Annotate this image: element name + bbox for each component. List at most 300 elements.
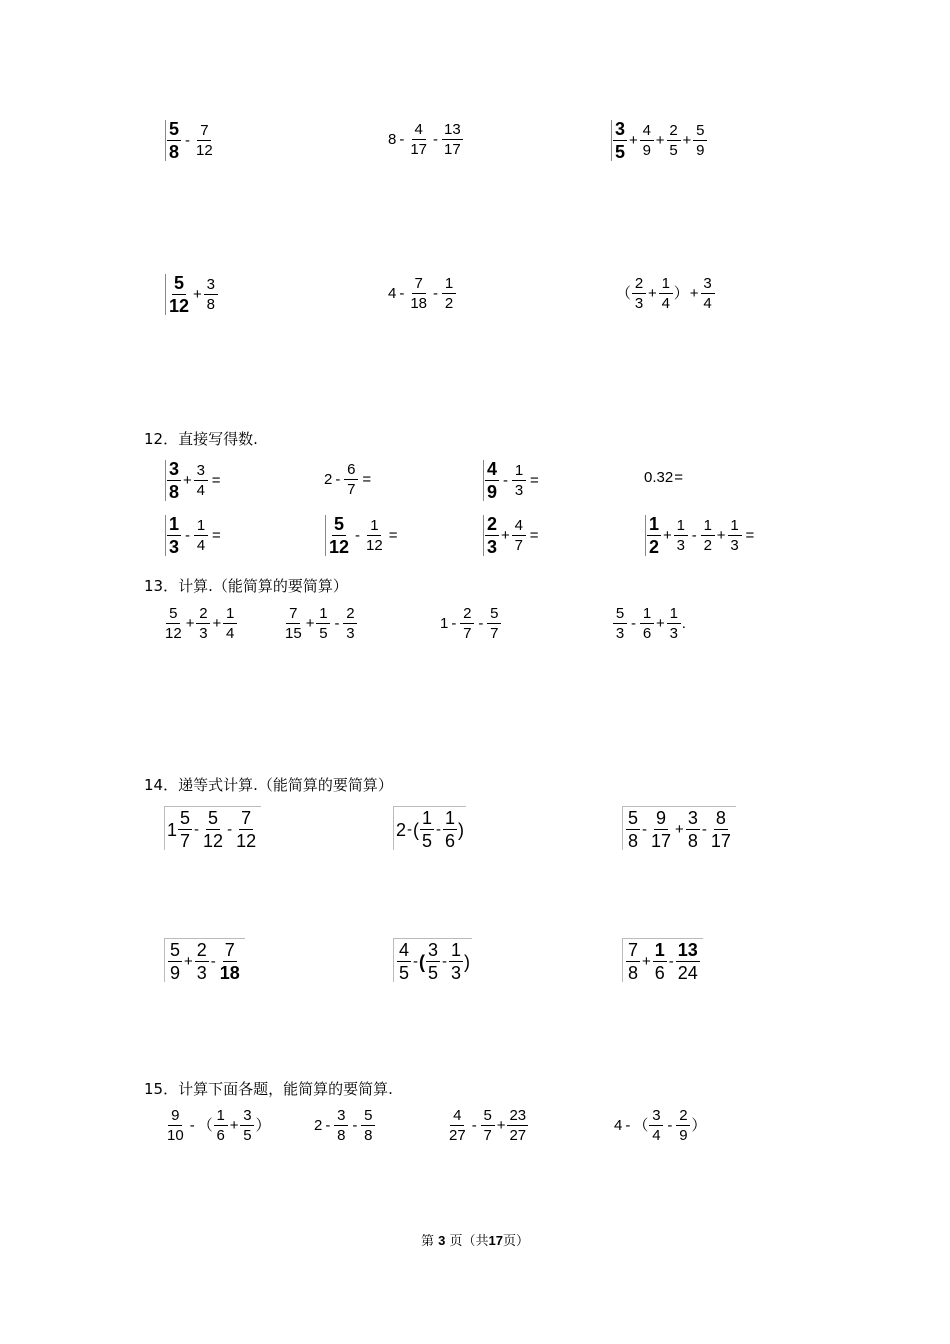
fraction	[632, 276, 646, 311]
numerator: 7	[224, 940, 235, 960]
page-number: 3	[438, 1233, 446, 1248]
denominator: 5	[422, 831, 433, 851]
numerator: 2	[343, 606, 357, 624]
operator: +	[648, 285, 657, 302]
expression-14-6	[622, 938, 703, 982]
denominator: 4	[196, 537, 206, 554]
fraction	[483, 460, 499, 501]
fraction	[443, 809, 457, 850]
denominator: 6	[654, 963, 665, 983]
operator: +	[682, 132, 692, 149]
equals-sign: =	[530, 472, 539, 489]
denominator: 17	[410, 141, 428, 158]
period: .	[681, 615, 686, 632]
numerator: 1	[512, 463, 526, 481]
fraction	[676, 1108, 690, 1143]
fraction	[645, 515, 661, 556]
denominator: 15	[285, 625, 302, 642]
numerator: 2	[196, 606, 210, 624]
fraction	[234, 809, 258, 850]
numerator: 3	[701, 276, 715, 294]
fraction	[649, 809, 673, 850]
parenthesis: （	[616, 285, 632, 302]
denominator: 8	[628, 963, 639, 983]
operator: -	[701, 821, 707, 838]
equals-sign: =	[211, 472, 221, 489]
numerator: 2	[632, 276, 646, 294]
denominator: 24	[677, 963, 698, 983]
numerator: 2	[487, 514, 498, 534]
numerator: 3	[687, 808, 698, 828]
denominator: 10	[167, 1127, 184, 1144]
expression-13-3	[440, 606, 502, 641]
operator: +	[655, 132, 665, 149]
operator: -	[335, 471, 341, 488]
numerator: 1	[223, 606, 237, 624]
operator: +	[496, 1117, 506, 1134]
question-14-heading: 14．递等式计算.（能简算的要简算）	[144, 776, 393, 794]
numerator: 1	[214, 1108, 228, 1126]
fraction	[325, 515, 351, 556]
fraction	[442, 122, 463, 157]
numerator: 5	[174, 273, 185, 293]
operator: -	[352, 1117, 358, 1134]
number: 8	[388, 131, 397, 148]
operator: +	[305, 615, 315, 632]
fraction	[626, 941, 640, 982]
number: 4	[614, 1117, 623, 1134]
denominator: 27	[449, 1127, 466, 1144]
numerator: 9	[656, 808, 667, 828]
expression-12-7	[482, 515, 542, 556]
expression-11-1	[164, 120, 216, 161]
fraction	[201, 809, 225, 850]
denominator: 7	[463, 625, 472, 642]
fraction	[447, 1108, 468, 1143]
numerator: 3	[615, 119, 626, 139]
fraction	[640, 123, 654, 158]
denominator: 17	[651, 831, 672, 851]
fraction	[316, 606, 330, 641]
whole-number: 1	[167, 819, 178, 840]
denominator: 4	[226, 625, 235, 642]
denominator: 2	[444, 295, 454, 312]
numerator: 3	[334, 1108, 348, 1126]
denominator: 3	[199, 625, 208, 642]
numerator: 1	[367, 518, 381, 536]
denominator: 7	[490, 625, 499, 642]
expression-15-1	[164, 1108, 270, 1143]
number: 4	[388, 285, 397, 302]
denominator: 3	[669, 625, 678, 642]
numerator: 8	[715, 808, 726, 828]
expression-11-4	[164, 274, 219, 315]
numerator: 7	[197, 123, 211, 141]
parenthesis: （	[633, 1117, 649, 1134]
expression-15-2	[314, 1108, 376, 1143]
numerator: 4	[640, 123, 654, 141]
equals-sign: =	[388, 527, 398, 544]
operator: -	[325, 1117, 331, 1134]
parenthesis: ）	[673, 285, 689, 302]
denominator: 9	[642, 142, 651, 159]
fraction	[204, 277, 218, 312]
denominator: 12	[236, 831, 257, 851]
denominator: 7	[180, 831, 191, 851]
equals-sign: =	[362, 471, 372, 488]
numerator: 5	[166, 606, 180, 624]
operator: +	[185, 615, 195, 632]
numerator: 5	[481, 1108, 495, 1126]
equals-sign: =	[212, 527, 221, 544]
fraction	[165, 120, 181, 161]
denominator: 17	[444, 141, 461, 158]
numerator: 13	[677, 940, 698, 960]
numerator: 5	[487, 606, 501, 624]
denominator: 27	[509, 1127, 527, 1144]
denominator: 3	[634, 295, 644, 312]
numerator: 4	[412, 122, 426, 140]
operator: -	[399, 131, 405, 148]
fraction	[397, 941, 411, 982]
fraction	[343, 606, 357, 641]
parenthesis: ）	[691, 1117, 707, 1134]
fraction	[613, 606, 627, 641]
operator: -	[433, 285, 439, 302]
equals-sign: =	[674, 469, 683, 486]
question-12-heading: 12．直接写得数.	[144, 430, 258, 448]
fraction	[194, 518, 208, 553]
fraction	[165, 515, 181, 556]
numerator: 3	[649, 1108, 663, 1126]
denominator: 3	[514, 482, 524, 499]
denominator: 3	[615, 625, 625, 642]
fraction	[640, 606, 654, 641]
denominator: 8	[337, 1127, 346, 1144]
numerator: 9	[168, 1108, 182, 1126]
expression-12-6	[324, 515, 400, 556]
denominator: 3	[730, 537, 739, 554]
fraction	[686, 809, 700, 850]
operator: +	[716, 527, 726, 544]
operator: -	[355, 527, 361, 544]
fraction	[165, 274, 191, 315]
numerator: 1	[445, 808, 456, 828]
numerator: 5	[169, 119, 180, 139]
operator: +	[689, 285, 699, 302]
expression-14-2	[393, 806, 466, 850]
expression-11-5	[388, 276, 457, 311]
fraction	[195, 941, 209, 982]
fraction	[512, 463, 526, 498]
numerator: 13	[444, 121, 461, 138]
operator: -	[436, 821, 442, 838]
fraction	[165, 1108, 186, 1143]
denominator: 3	[346, 625, 355, 642]
fraction	[178, 809, 192, 850]
numerator: 7	[286, 606, 300, 624]
denominator: 3	[451, 963, 462, 983]
operator: +	[501, 527, 510, 544]
equals-sign: =	[529, 527, 539, 544]
numerator: 1	[674, 518, 688, 536]
operator: -	[185, 527, 191, 544]
operator: -	[433, 131, 439, 148]
number: 0.3	[644, 469, 665, 486]
operator: +	[642, 953, 651, 970]
fraction	[240, 1108, 254, 1143]
operator: -	[194, 821, 200, 838]
parenthesis: )	[464, 951, 471, 972]
fraction	[426, 941, 440, 982]
operator: -	[503, 472, 509, 489]
denominator: 8	[628, 831, 639, 851]
expression-12-1	[164, 460, 224, 501]
operator: -	[185, 132, 191, 149]
numerator: 1	[649, 514, 660, 534]
operator: +	[629, 132, 638, 149]
expression-12-8	[644, 515, 757, 556]
parenthesis: （	[197, 1117, 213, 1134]
fraction	[442, 276, 456, 311]
numerator: 7	[412, 276, 426, 294]
operator: +	[183, 472, 192, 489]
operator: -	[413, 953, 419, 970]
denominator: 8	[169, 482, 180, 502]
total-pages: 17	[488, 1233, 503, 1248]
numerator: 1	[169, 514, 180, 534]
fraction	[364, 518, 385, 553]
parenthesis: ）	[255, 1117, 271, 1134]
numerator: 7	[628, 940, 639, 960]
operator: +	[663, 527, 672, 544]
fraction	[728, 518, 742, 553]
denominator: 4	[661, 295, 670, 312]
fraction	[611, 120, 627, 161]
operator: -	[668, 953, 674, 970]
fraction	[701, 518, 715, 553]
operator: -	[691, 527, 697, 544]
denominator: 12	[366, 537, 383, 554]
operator: +	[656, 615, 665, 632]
numerator: 5	[628, 808, 639, 828]
denominator: 7	[514, 537, 523, 554]
operator: +	[212, 615, 222, 632]
fraction	[676, 941, 700, 982]
expression-14-1	[164, 806, 261, 850]
numerator: 2	[460, 606, 474, 624]
numerator: 1	[728, 518, 742, 536]
denominator: 9	[487, 482, 498, 502]
expression-15-4	[614, 1108, 706, 1143]
numerator: 3	[169, 459, 180, 479]
question-15-heading: 15．计算下面各题，能简算的要简算.	[144, 1080, 393, 1098]
denominator: 3	[169, 537, 180, 557]
numerator: 5	[361, 1108, 375, 1126]
fraction	[408, 122, 429, 157]
operator: -	[451, 615, 457, 632]
numerator: 1	[442, 276, 456, 294]
denominator: 17	[710, 831, 731, 851]
expression-12-5	[164, 515, 224, 556]
denominator: 9	[696, 142, 705, 159]
denominator: 3	[487, 537, 498, 557]
fraction	[344, 462, 358, 497]
denominator: 2	[703, 537, 712, 554]
operator: -	[625, 1117, 631, 1134]
numerator: 2	[667, 123, 681, 141]
operator: +	[184, 953, 193, 970]
parenthesis: (	[413, 819, 420, 840]
question-13-heading: 13．计算.（能简算的要简算）	[144, 577, 348, 595]
fraction	[709, 809, 733, 850]
numerator: 1	[422, 808, 433, 828]
denominator: 8	[206, 296, 215, 313]
fraction	[165, 460, 181, 501]
operator: -	[227, 821, 233, 838]
denominator: 12	[169, 296, 190, 316]
fraction	[194, 463, 208, 498]
numerator: 4	[450, 1108, 464, 1126]
fraction	[693, 123, 707, 158]
numerator: 1	[659, 276, 673, 294]
expression-12-2	[324, 462, 374, 497]
denominator: 5	[669, 142, 678, 159]
denominator: 6	[216, 1127, 225, 1144]
fraction	[512, 518, 526, 553]
expression-11-3	[610, 120, 708, 161]
fraction	[194, 123, 215, 158]
number: 1	[440, 615, 449, 632]
operator: +	[229, 1117, 239, 1134]
denominator: 6	[445, 831, 456, 851]
numerator: 1	[316, 606, 330, 624]
denominator: 4	[652, 1127, 661, 1144]
fraction	[168, 941, 182, 982]
operator: -	[210, 953, 216, 970]
denominator: 9	[170, 963, 181, 983]
numerator: 6	[344, 462, 358, 480]
numerator: 5	[180, 808, 191, 828]
fraction	[361, 1108, 375, 1143]
expression-13-1	[162, 606, 238, 641]
denominator: 3	[676, 537, 685, 554]
number: 2	[396, 819, 407, 840]
denominator: 12	[196, 142, 213, 159]
fraction	[483, 515, 499, 556]
operator: +	[193, 286, 202, 303]
fraction	[667, 606, 681, 641]
fraction	[626, 809, 640, 850]
fraction	[487, 606, 501, 641]
fraction	[659, 276, 673, 311]
expression-13-4	[612, 606, 686, 641]
fraction	[701, 276, 715, 311]
expression-12-4	[644, 470, 684, 485]
fraction	[674, 518, 688, 553]
operator: -	[471, 1117, 477, 1134]
fraction	[649, 1108, 663, 1143]
denominator: 12	[203, 831, 224, 851]
numerator: 1	[654, 940, 665, 960]
fraction	[218, 941, 242, 982]
operator: -	[399, 285, 405, 302]
fraction	[334, 1108, 348, 1143]
numerator: 1	[701, 518, 715, 536]
parenthesis: )	[458, 819, 465, 840]
fraction	[507, 1108, 528, 1143]
numerator: 1	[667, 606, 681, 624]
number: 2	[314, 1117, 323, 1134]
numerator: 1	[194, 518, 208, 536]
numerator: 3	[240, 1108, 254, 1126]
fraction	[420, 809, 434, 850]
numerator: 1	[451, 940, 462, 960]
numerator: 5	[613, 606, 627, 624]
denominator: 2	[649, 537, 660, 557]
expression-11-2	[388, 122, 464, 157]
denominator: 7	[347, 481, 356, 498]
denominator: 8	[169, 142, 180, 162]
page-footer	[0, 1230, 950, 1249]
expression-14-3	[622, 806, 736, 850]
fraction	[460, 606, 474, 641]
numerator: 4	[512, 518, 526, 536]
denominator: 5	[319, 625, 328, 642]
operator: -	[478, 615, 484, 632]
denominator: 5	[399, 963, 410, 983]
footer-text: 页（共	[449, 1234, 489, 1249]
expression-12-3	[482, 460, 542, 501]
denominator: 8	[687, 831, 698, 851]
expression-13-2	[282, 606, 358, 641]
fraction	[163, 606, 184, 641]
denominator: 8	[364, 1127, 373, 1144]
operator: -	[189, 1117, 195, 1134]
numerator: 2	[196, 940, 207, 960]
denominator: 5	[428, 963, 439, 983]
numerator: 3	[428, 940, 439, 960]
numerator: 5	[170, 940, 181, 960]
fraction	[283, 606, 304, 641]
numerator: 4	[487, 459, 498, 479]
fraction	[653, 941, 667, 982]
footer-text: 第	[420, 1234, 434, 1249]
denominator: 12	[165, 625, 182, 642]
operator: -	[407, 821, 413, 838]
operator: -	[442, 953, 448, 970]
numerator: 5	[334, 514, 345, 534]
denominator: 3	[196, 963, 207, 983]
denominator: 5	[615, 142, 626, 162]
numerator: 5	[208, 808, 219, 828]
parenthesis: (	[419, 951, 426, 972]
denominator: 7	[483, 1127, 492, 1144]
expression-14-5	[393, 938, 472, 982]
operator: -	[334, 615, 340, 632]
expression-14-4	[164, 938, 245, 982]
fraction	[223, 606, 237, 641]
footer-text: 页）	[503, 1234, 530, 1249]
denominator: 6	[642, 625, 652, 642]
fraction	[667, 123, 681, 158]
fraction	[196, 606, 210, 641]
fraction	[449, 941, 463, 982]
denominator: 9	[679, 1127, 688, 1144]
equals-sign: =	[745, 527, 755, 544]
denominator: 12	[329, 537, 350, 557]
operator: +	[675, 821, 684, 838]
